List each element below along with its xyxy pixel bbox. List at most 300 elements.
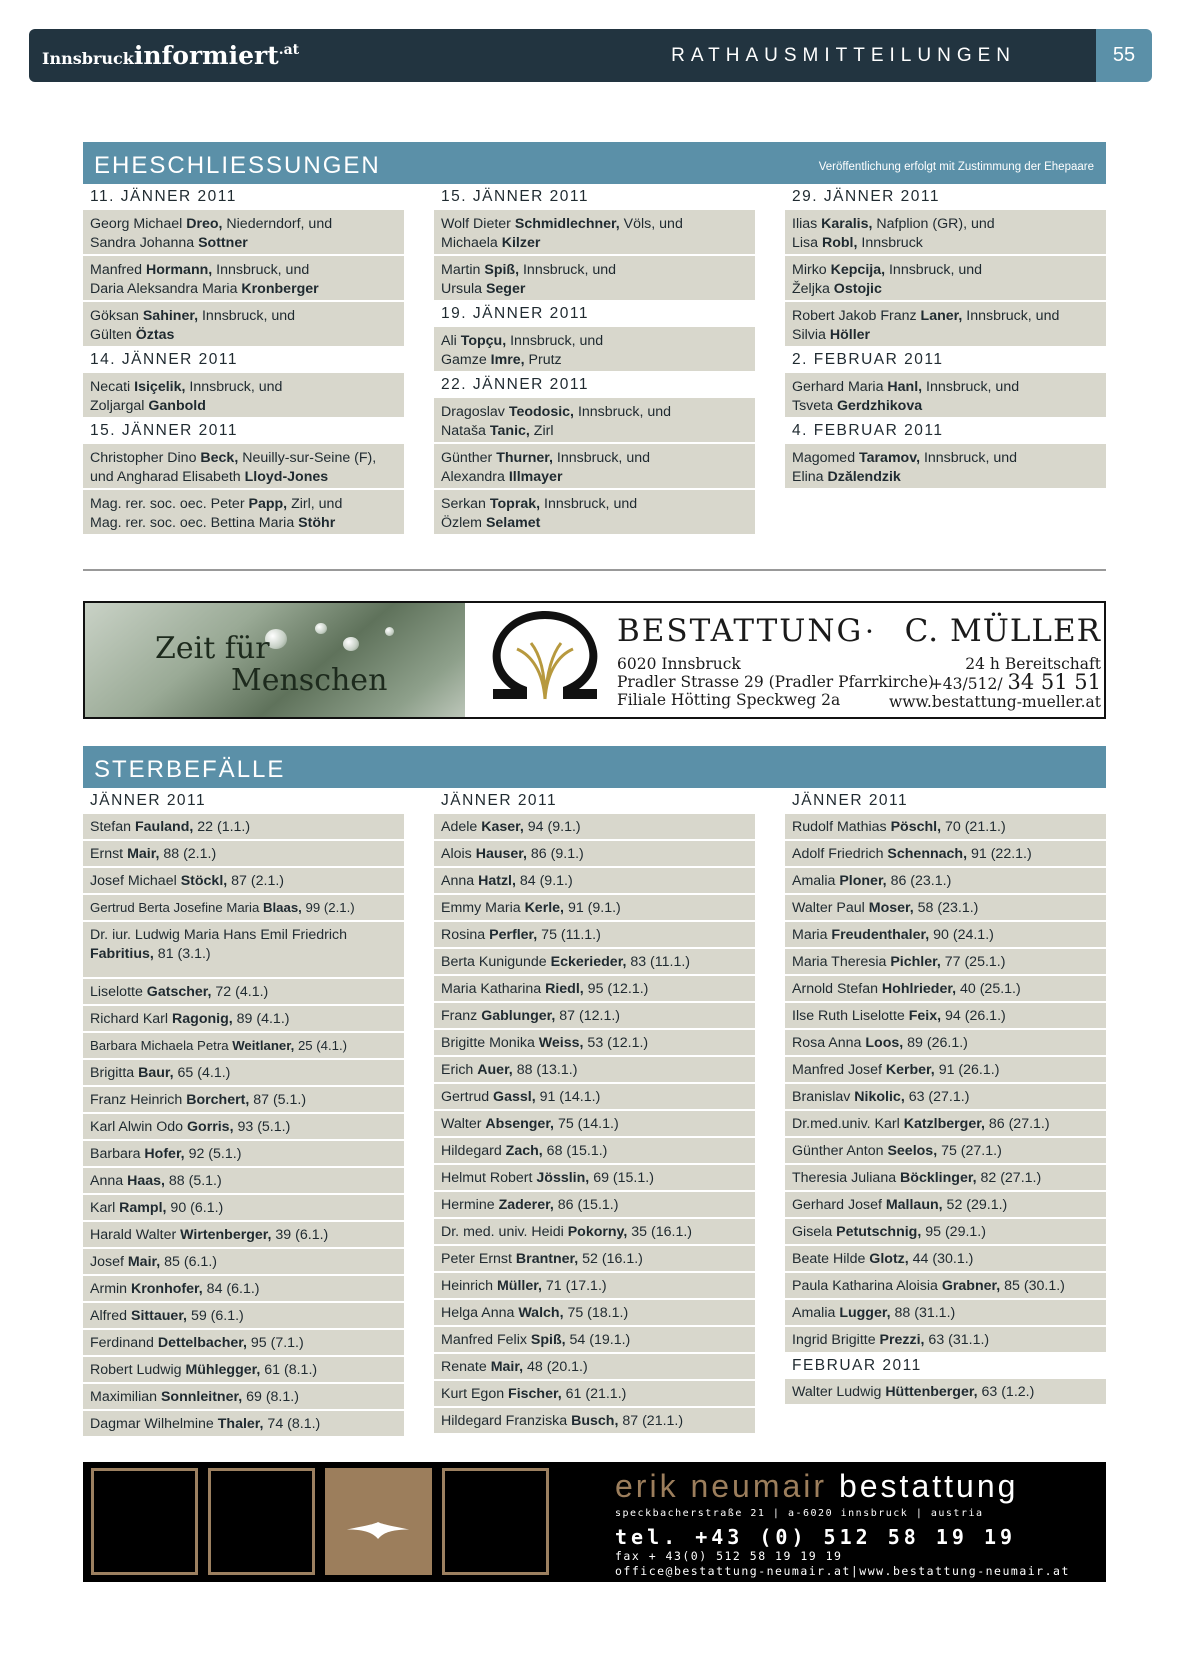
age-date: 75 (14.1.) — [554, 1116, 619, 1132]
surname: Spiß, — [530, 1332, 566, 1348]
surname: Kronberger — [241, 280, 319, 297]
surname: Isiçelik, — [134, 379, 186, 395]
surname: Gerdzhikova — [836, 397, 923, 414]
surname: Thaler, — [217, 1416, 264, 1432]
neumair-advert[interactable] — [83, 1462, 1106, 1582]
name-part: Daria Aleksandra Maria — [90, 280, 242, 297]
death-entry — [785, 1300, 1106, 1325]
line — [441, 514, 748, 533]
marriage-entry — [434, 327, 755, 371]
mueller-name1: BESTATTUNG — [617, 613, 864, 649]
age-date: 35 (16.1.) — [627, 1224, 693, 1240]
death-entry — [785, 1219, 1106, 1244]
marriages-note: Veröffentlichung erfolgt mit Zustimmung der Ehepaare — [818, 161, 1094, 173]
name-part: Erich — [441, 1062, 478, 1078]
name-part: Richard Karl — [90, 1011, 173, 1027]
marriage-entry — [83, 210, 404, 254]
date-heading: 19. JÄNNER 2011 — [441, 305, 589, 322]
death-entry — [434, 1138, 755, 1163]
surname: Stöckl, — [180, 873, 228, 889]
age-date: 95 (29.1.) — [921, 1224, 986, 1240]
age-date: 89 (26.1.) — [903, 1035, 968, 1051]
name-part: Karl Alwin Odo — [90, 1119, 187, 1135]
deaths-title: STERBEFÄLLE — [94, 756, 286, 783]
detail: Innsbruck, und — [212, 262, 310, 278]
name-part: Manfred — [90, 262, 146, 278]
surname: Kepcija, — [830, 262, 886, 278]
surname: Schmidlechner, — [514, 216, 620, 232]
death-entry — [83, 1330, 404, 1355]
death-entry — [434, 1192, 755, 1217]
name-part: Ursula — [441, 280, 486, 297]
line — [90, 234, 397, 253]
surname: Lloyd-Jones — [244, 468, 329, 485]
line — [90, 495, 397, 514]
death-entry — [434, 1219, 755, 1244]
death-entry — [83, 1033, 404, 1058]
death-entry — [83, 1141, 404, 1166]
surname: Topçu, — [460, 333, 507, 349]
name-part: Brigitta — [90, 1065, 139, 1081]
death-entry — [785, 1192, 1106, 1217]
date-heading: 14. JÄNNER 2011 — [90, 351, 238, 368]
date-heading: FEBRUAR 2011 — [792, 1357, 922, 1374]
line — [441, 422, 748, 441]
name-part: Gisela — [792, 1224, 837, 1240]
detail: Innsbruck, und — [540, 496, 638, 512]
neumair-phone: tel. +43 (0) 512 58 19 19 — [615, 1525, 1017, 1549]
age-date: 91 (26.1.) — [934, 1062, 1000, 1078]
death-entry — [83, 1006, 404, 1031]
name-part: Gertrud Berta Josefine Maria — [90, 900, 263, 915]
age-date: 83 (11.1.) — [626, 954, 691, 970]
line — [792, 378, 1099, 397]
surname: Karalis, — [821, 216, 873, 232]
surname: Böcklinger, — [900, 1170, 977, 1186]
marriages-banner — [83, 142, 1106, 184]
surname: Walch, — [518, 1305, 564, 1321]
death-entry — [785, 1165, 1106, 1190]
detail: Innsbruck, und — [519, 262, 617, 278]
death-entry — [434, 976, 755, 1001]
detail: Niederndorf, und — [222, 216, 333, 232]
detail: Neuilly-sur-Seine (F), — [238, 450, 377, 466]
line — [792, 234, 1099, 253]
slogan: Zeit für Menschen — [155, 631, 388, 698]
line — [441, 351, 748, 370]
name-part: Christopher Dino — [90, 450, 201, 466]
name-part: Emmy Maria — [441, 900, 525, 916]
mueller-phone: 34 51 51 — [1007, 670, 1101, 694]
name-part: Serkan — [441, 496, 490, 512]
surname: Hanl, — [887, 379, 923, 395]
date-heading: JÄNNER 2011 — [90, 792, 207, 809]
mueller-advert[interactable] — [83, 601, 1106, 719]
age-date: 74 (8.1.) — [263, 1416, 321, 1432]
name-part: Wolf Dieter — [441, 216, 515, 232]
name-part: Dr.med.univ. Karl — [792, 1116, 904, 1132]
death-column — [434, 789, 755, 1438]
name-part: Özlem — [441, 514, 486, 531]
age-date: 58 (23.1.) — [913, 900, 979, 916]
death-entry — [434, 1003, 755, 1028]
age-date: 63 (31.1.) — [924, 1332, 990, 1348]
age-date: 94 (9.1.) — [523, 819, 581, 835]
surname: Gatscher, — [146, 984, 212, 1000]
surname: Auer, — [477, 1062, 513, 1078]
surname: Teodosic, — [508, 404, 574, 420]
surname: Tanic, — [489, 422, 530, 439]
name-part: Alois — [441, 846, 476, 862]
marriage-entry — [785, 373, 1106, 417]
surname: Hatzl, — [478, 873, 516, 889]
surname: Hofer, — [144, 1146, 185, 1162]
death-entry — [434, 949, 755, 974]
surname: Mühlegger, — [185, 1362, 261, 1378]
death-entry — [434, 1354, 755, 1379]
name-part: Georg Michael — [90, 216, 187, 232]
name-part: Adele — [441, 819, 482, 835]
surname: Glotz, — [869, 1251, 909, 1267]
line — [441, 215, 748, 234]
line — [441, 468, 748, 487]
age-date: 44 (30.1.) — [908, 1251, 974, 1267]
marriage-column — [83, 185, 404, 536]
surname: Dreo, — [186, 216, 223, 232]
detail: Völs, und — [619, 216, 683, 232]
name-part: Barbara — [90, 1146, 145, 1162]
death-entry — [785, 868, 1106, 893]
death-entry — [83, 1114, 404, 1139]
name-part: Ingrid Brigitte — [792, 1332, 880, 1348]
neumair-name: erik neumair bestattung — [615, 1468, 1019, 1504]
deaths-section — [83, 746, 1106, 1438]
surname: Fauland, — [134, 819, 194, 835]
age-date: 93 (5.1.) — [233, 1119, 291, 1135]
age-date: 86 (27.1.) — [984, 1116, 1050, 1132]
death-entry — [434, 1408, 755, 1433]
age-date: 87 (12.1.) — [555, 1008, 620, 1024]
death-entry — [83, 1249, 404, 1274]
name-part: Franz — [441, 1008, 482, 1024]
death-entry — [785, 895, 1106, 920]
age-date: 91 (14.1.) — [535, 1089, 601, 1105]
name-part: Lisa — [792, 234, 822, 251]
name-part: Rosina — [441, 927, 490, 943]
name-part: Michaela — [441, 234, 502, 251]
marriage-column — [434, 185, 755, 536]
detail: Innsbruck, und — [574, 404, 672, 420]
name-part: Helga Anna — [441, 1305, 519, 1321]
death-entry — [83, 841, 404, 866]
surname: Schennach, — [887, 846, 968, 862]
name-part: Gerhard Josef — [792, 1197, 886, 1213]
date-heading: 11. JÄNNER 2011 — [90, 188, 237, 205]
name-part: Maria Katharina — [441, 981, 546, 997]
death-entry — [434, 1300, 755, 1325]
death-entry — [434, 1381, 755, 1406]
name-part: Alfred — [90, 1308, 132, 1324]
name-part: Robert Jakob Franz — [792, 308, 921, 324]
name-part: Amalia — [792, 873, 840, 889]
surname: Gassl, — [493, 1089, 536, 1105]
surname: Ostojic — [833, 280, 882, 297]
name-part: Paula Katharina Aloisia — [792, 1278, 942, 1294]
name-part: Günther Anton — [792, 1143, 888, 1159]
name-part: Günther — [441, 450, 497, 466]
line — [792, 397, 1099, 416]
death-entry — [83, 1357, 404, 1382]
surname: Baur, — [138, 1065, 174, 1081]
surname: Zaderer, — [498, 1197, 554, 1213]
surname: Loos, — [865, 1035, 904, 1051]
surname: Pöschl, — [890, 819, 942, 835]
surname: Pokorny, — [567, 1224, 628, 1240]
detail: Innsbruck, und — [506, 333, 604, 349]
date-heading: 2. FEBRUAR 2011 — [792, 351, 944, 368]
detail: Innsbruck, und — [185, 379, 283, 395]
marriage-entry — [785, 444, 1106, 488]
name-part: Josef Michael — [90, 873, 181, 889]
age-date: 87 (21.1.) — [618, 1413, 684, 1429]
age-date: 68 (15.1.) — [542, 1143, 608, 1159]
age-date: 95 (7.1.) — [246, 1335, 304, 1351]
age-date: 89 (4.1.) — [232, 1011, 290, 1027]
name-part: Magomed — [792, 450, 860, 466]
surname: Riedl, — [545, 981, 584, 997]
surname: Kronhofer, — [131, 1281, 203, 1297]
page-number: 55 — [1096, 29, 1152, 82]
age-date: 85 (6.1.) — [160, 1254, 217, 1270]
age-date: 91 (9.1.) — [564, 900, 621, 916]
surname: Seelos, — [887, 1143, 938, 1159]
name-part: Mirko — [792, 262, 831, 278]
surname: Sahiner, — [142, 308, 199, 324]
neumair-email[interactable]: office@bestattung-neumair.at|www.bestattung-neumair.at — [615, 1564, 1070, 1578]
name-part: Helmut Robert — [441, 1170, 537, 1186]
surname: Gorris, — [187, 1119, 234, 1135]
surname: Kerber, — [885, 1062, 935, 1078]
magazine-logo: Innsbruckinformiert.at — [42, 41, 300, 70]
neumair-fax: fax + 43(0) 512 58 19 19 19 — [615, 1549, 843, 1563]
surname: Hüttenberger, — [885, 1384, 978, 1400]
name-part: Dragoslav — [441, 404, 509, 420]
mueller-website[interactable]: www.bestattung-mueller.at — [888, 693, 1101, 711]
omega-logo-icon — [483, 611, 607, 711]
age-date: 70 (21.1.) — [941, 819, 1006, 835]
line — [792, 468, 1099, 487]
name-part: Ernst — [90, 846, 128, 862]
death-entry — [83, 1384, 404, 1409]
line — [441, 449, 748, 468]
age-date: 95 (12.1.) — [583, 981, 649, 997]
death-entry — [785, 1327, 1106, 1352]
surname: Weitlaner, — [232, 1038, 295, 1053]
age-date: 87 (5.1.) — [249, 1092, 307, 1108]
surname: Sonnleitner, — [160, 1389, 243, 1405]
death-entry — [83, 1411, 404, 1436]
line — [792, 307, 1099, 326]
surname: Sottner — [198, 234, 248, 251]
name-part: Theresia Juliana — [792, 1170, 901, 1186]
death-entry — [434, 1327, 755, 1352]
surname: Eckerieder, — [550, 954, 627, 970]
age-date: 53 (12.1.) — [583, 1035, 649, 1051]
age-date: 86 (15.1.) — [553, 1197, 619, 1213]
age-date: 86 (9.1.) — [526, 846, 584, 862]
surname: Thurner, — [496, 450, 553, 466]
line — [90, 261, 397, 280]
line — [90, 280, 397, 299]
age-date: 86 (23.1.) — [886, 873, 952, 889]
mueller-address: 6020 Innsbruck Pradler Strasse 29 (Pradler Pfarrkirche) Filiale Hötting Speckweg 2a — [617, 655, 935, 709]
death-entry — [83, 1060, 404, 1085]
section-name: RATHAUSMITTEILUNGEN — [671, 45, 1016, 66]
surname: Nikolic, — [854, 1089, 905, 1105]
age-date: 99 (2.1.) — [301, 900, 355, 915]
surname: Stöhr — [298, 514, 336, 531]
detail: Innsbruck, und — [885, 262, 983, 278]
line — [792, 449, 1099, 468]
name-part: Maximilian — [90, 1389, 161, 1405]
surname: Kerle, — [524, 900, 564, 916]
surname: Müller, — [496, 1278, 542, 1294]
surname: Papp, — [248, 496, 288, 512]
death-entry — [785, 1003, 1106, 1028]
name-part: Ali — [441, 333, 461, 349]
surname: Ragonig, — [172, 1011, 233, 1027]
name-part: Josef — [90, 1254, 128, 1270]
name-part: Karl — [90, 1200, 120, 1216]
name-part: Adolf Friedrich — [792, 846, 888, 862]
surname: Lugger, — [839, 1305, 891, 1321]
marriage-entry — [785, 210, 1106, 254]
surname: Busch, — [571, 1413, 619, 1429]
marriage-entry — [83, 490, 404, 534]
name-part: Anna — [441, 873, 479, 889]
name-part: Manfred Josef — [792, 1062, 886, 1078]
marriage-entry — [785, 302, 1106, 346]
surname: Brantner, — [515, 1251, 579, 1267]
death-entry — [785, 1111, 1106, 1136]
name-part: Gertrud — [441, 1089, 494, 1105]
age-date: 84 (6.1.) — [202, 1281, 260, 1297]
name-part: Peter Ernst — [441, 1251, 516, 1267]
death-entry — [83, 1087, 404, 1112]
date-heading: 15. JÄNNER 2011 — [441, 188, 589, 205]
marriage-entry — [434, 256, 755, 300]
age-date: 72 (4.1.) — [211, 984, 269, 1000]
name-part: Brigitte Monika — [441, 1035, 539, 1051]
name-part: Kurt Egon — [441, 1386, 509, 1402]
age-date: 69 (8.1.) — [242, 1389, 299, 1405]
neumair-text — [615, 1468, 1070, 1579]
surname: Hohlrieder, — [881, 981, 957, 997]
leaf-photo — [85, 603, 465, 717]
surname: Jösslin, — [536, 1170, 590, 1186]
death-entry — [785, 814, 1106, 839]
death-entry — [785, 841, 1106, 866]
detail: Innsbruck, und — [962, 308, 1060, 324]
name-part: Dr. med. univ. Heidi — [441, 1224, 568, 1240]
name-part: Ilse Ruth Liselotte — [792, 1008, 909, 1024]
age-date: 39 (6.1.) — [271, 1227, 329, 1243]
age-date: 85 (30.1.) — [1000, 1278, 1065, 1294]
surname: Fischer, — [508, 1386, 562, 1402]
name-part: Maria Theresia — [792, 954, 891, 970]
age-date: 63 (27.1.) — [904, 1089, 970, 1105]
surname: Rampl, — [119, 1200, 167, 1216]
line — [441, 332, 748, 351]
age-date: 88 (5.1.) — [164, 1173, 222, 1189]
age-date: 59 (6.1.) — [187, 1308, 244, 1324]
age-date: 91 (22.1.) — [967, 846, 1032, 862]
surname: Dettelbacher, — [157, 1335, 247, 1351]
name-part: Franz Heinrich — [90, 1092, 187, 1108]
gold-square — [325, 1468, 432, 1575]
surname: Höller — [829, 326, 871, 343]
name-part: Mag. rer. soc. oec. Peter — [90, 496, 249, 512]
surname: Grabner, — [941, 1278, 1001, 1294]
name-part: Rudolf Mathias — [792, 819, 891, 835]
death-entry — [83, 1222, 404, 1247]
death-entry — [785, 949, 1106, 974]
surname: Zach, — [505, 1143, 543, 1159]
death-entry — [434, 1273, 755, 1298]
line — [441, 280, 748, 299]
name-part: Manfred Felix — [441, 1332, 531, 1348]
death-entry — [434, 814, 755, 839]
surname: Seger — [485, 280, 526, 297]
name-part: Mag. rer. soc. oec. Bettina Maria — [90, 514, 299, 531]
death-entry — [785, 1084, 1106, 1109]
name-part: Maria — [792, 927, 832, 943]
death-entry — [785, 922, 1106, 947]
date-heading: JÄNNER 2011 — [441, 792, 558, 809]
name-part: Hildegard Franziska — [441, 1413, 572, 1429]
black-square — [91, 1468, 198, 1575]
name-part: und Angharad Elisabeth — [90, 468, 245, 485]
marriage-entry — [434, 490, 755, 534]
line — [90, 378, 397, 397]
surname: Haas, — [127, 1173, 165, 1189]
name-part: Silvia — [792, 326, 830, 343]
death-entry — [434, 868, 755, 893]
death-entry — [83, 868, 404, 893]
name-part: Zoljargal — [90, 397, 149, 414]
surname: Absenger, — [485, 1116, 555, 1132]
surname: Imre, — [490, 351, 525, 368]
detail: Zirl, und — [287, 496, 343, 512]
name-part: Hermine — [441, 1197, 499, 1213]
surname: Fabritius, — [90, 945, 154, 962]
wings-logo-icon — [328, 1471, 429, 1572]
detail: Innsbruck, und — [920, 450, 1018, 466]
surname: Prezzi, — [879, 1332, 925, 1348]
black-square — [442, 1468, 549, 1575]
name-part: Martin — [441, 262, 485, 278]
surname: Moser, — [868, 900, 914, 916]
age-date: 75 (18.1.) — [563, 1305, 629, 1321]
age-date: 94 (26.1.) — [941, 1008, 1006, 1024]
line — [90, 468, 397, 487]
marriages-columns — [83, 185, 1106, 536]
age-date: 69 (15.1.) — [589, 1170, 654, 1186]
marriage-entry — [83, 373, 404, 417]
surname: Taramov, — [859, 450, 921, 466]
name-part: Željka — [792, 280, 834, 297]
divider — [83, 569, 1106, 571]
